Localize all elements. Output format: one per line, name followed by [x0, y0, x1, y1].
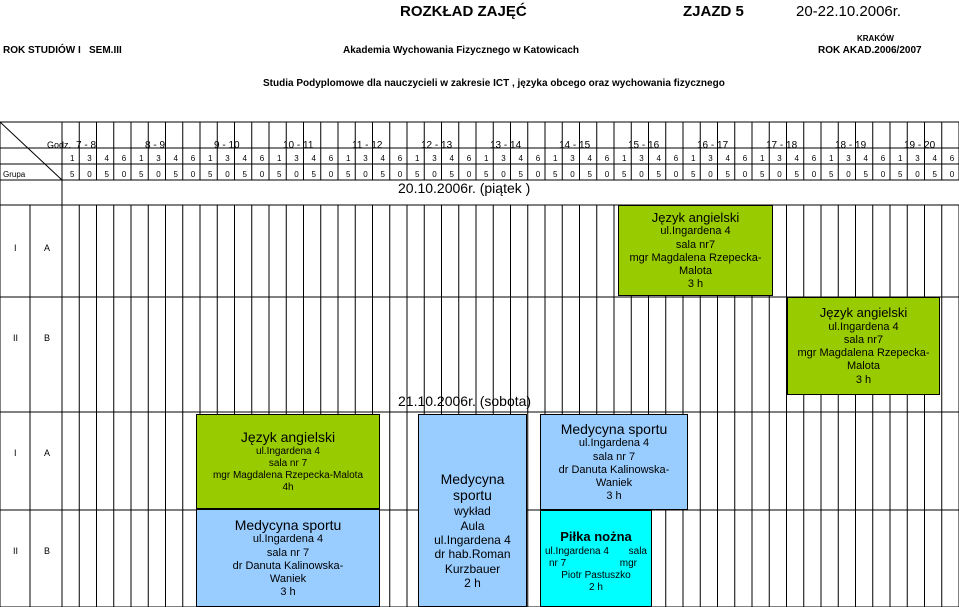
- class-block-medicine-sat-a[interactable]: [540, 414, 688, 510]
- quarter-end-label: 0: [294, 170, 299, 179]
- quarter-end-label: 0: [777, 170, 782, 179]
- quarter-start-label: 1: [208, 154, 213, 163]
- class-hours: 2 h: [589, 582, 603, 594]
- quarter-start-label: 6: [397, 154, 403, 163]
- hour-header: 18 - 19: [835, 140, 867, 151]
- class-subject: Język angielski: [240, 429, 336, 446]
- quarter-start-label: 1: [622, 154, 627, 163]
- class-subject: Medycyna: [440, 470, 505, 487]
- class-teacher: Waniek: [269, 572, 307, 585]
- quarter-end-label: 5: [104, 170, 109, 179]
- class-hours: 3 h: [687, 278, 704, 291]
- quarter-end-label: 0: [811, 170, 817, 179]
- class-subject: Język angielski: [651, 209, 740, 225]
- quarter-end-label: 5: [622, 170, 627, 179]
- quarter-start-label: 6: [949, 154, 955, 163]
- quarter-start-label: 3: [432, 154, 437, 163]
- quarter-start-label: 1: [691, 154, 696, 163]
- class-teacher: Kurzbauer: [444, 561, 501, 576]
- class-teacher: mgr Magdalena Rzepecka-Malota: [212, 469, 364, 481]
- quarter-start-label: 1: [346, 154, 351, 163]
- quarter-start-label: 3: [294, 154, 299, 163]
- class-block-football-sat-b[interactable]: [540, 510, 652, 607]
- class-block-medicine-lecture[interactable]: [418, 414, 527, 607]
- hour-header: 19 - 20: [904, 140, 936, 151]
- quarter-end-label: 5: [898, 170, 903, 179]
- quarter-start-label: 3: [777, 154, 782, 163]
- academic-year: ROK AKAD.2006/2007: [818, 45, 922, 56]
- quarter-end-label: 0: [259, 170, 265, 179]
- quarter-end-label: 5: [656, 170, 661, 179]
- quarter-end-label: 5: [242, 170, 247, 179]
- quarter-end-label: 0: [121, 170, 127, 179]
- quarter-end-label: 0: [501, 170, 506, 179]
- class-hours: 2 h: [464, 576, 481, 591]
- class-subject: Medycyna sportu: [560, 420, 668, 437]
- quarter-end-label: 0: [742, 170, 748, 179]
- quarter-start-label: 3: [501, 154, 506, 163]
- class-room: nr 7: [549, 558, 567, 570]
- quarter-end-label: 0: [397, 170, 403, 179]
- quarter-start-label: 6: [466, 154, 472, 163]
- quarter-end-label: 0: [880, 170, 886, 179]
- group-letter: B: [44, 546, 51, 556]
- group-letter: A: [44, 448, 51, 458]
- class-teacher: Piotr Pastuszko: [561, 570, 631, 582]
- quarter-start-label: 4: [518, 154, 523, 163]
- quarter-start-label: 3: [225, 154, 230, 163]
- quarter-start-label: 3: [570, 154, 575, 163]
- hour-header: 13 - 14: [490, 140, 522, 151]
- class-teacher: mgr Magdalena Rzepecka-: [629, 251, 762, 264]
- group-letter: A: [44, 243, 51, 253]
- quarter-start-label: 4: [449, 154, 454, 163]
- quarter-end-label: 0: [846, 170, 851, 179]
- class-teacher: Waniek: [595, 476, 633, 489]
- class-subject: Medycyna sportu: [234, 516, 342, 533]
- quarter-start-label: 4: [587, 154, 592, 163]
- hour-header: 14 - 15: [559, 140, 591, 151]
- quarter-start-label: 6: [259, 154, 265, 163]
- group-number: II: [13, 546, 19, 556]
- academy-name: Akademia Wychowania Fizycznego w Katowicach: [343, 45, 579, 56]
- quarter-start-label: 6: [121, 154, 127, 163]
- quarter-end-label: 5: [863, 170, 868, 179]
- class-room: sala nr 7: [266, 546, 310, 559]
- quarter-start-label: 6: [673, 154, 679, 163]
- quarter-start-label: 6: [604, 154, 610, 163]
- quarter-end-label: 0: [639, 170, 644, 179]
- quarter-start-label: 3: [708, 154, 713, 163]
- quarter-start-label: 6: [880, 154, 886, 163]
- quarter-end-label: 5: [449, 170, 454, 179]
- quarter-start-label: 4: [104, 154, 109, 163]
- class-room: Aula: [460, 518, 485, 533]
- quarter-end-label: 5: [587, 170, 592, 179]
- quarter-end-label: 5: [518, 170, 523, 179]
- class-teacher: Malota: [846, 360, 881, 373]
- day-label-saturday: 21.10.2006r. (sobota): [398, 393, 532, 409]
- quarter-start-label: 3: [846, 154, 851, 163]
- quarter-start-label: 4: [380, 154, 385, 163]
- quarter-end-label: 5: [70, 170, 75, 179]
- hour-header: 7 - 8: [76, 140, 97, 151]
- quarter-end-label: 0: [225, 170, 230, 179]
- class-block-english-fri-a[interactable]: [618, 205, 773, 296]
- quarter-start-label: 4: [656, 154, 661, 163]
- quarter-end-label: 5: [760, 170, 765, 179]
- quarter-end-label: 5: [208, 170, 213, 179]
- quarter-end-label: 0: [604, 170, 610, 179]
- quarter-end-label: 5: [725, 170, 730, 179]
- group-number: II: [13, 333, 19, 343]
- quarter-end-label: 0: [535, 170, 541, 179]
- hour-header: 12 - 13: [421, 140, 453, 151]
- class-address: ul.Ingardena 4: [828, 320, 899, 333]
- quarter-start-label: 3: [639, 154, 644, 163]
- class-teacher: Malota: [678, 264, 713, 277]
- group-letter: B: [44, 333, 51, 343]
- class-hours: 3 h: [855, 373, 872, 386]
- quarter-start-label: 3: [363, 154, 368, 163]
- class-type: wykład: [454, 504, 491, 519]
- program-name: Studia Podyplomowe dla nauczycieli w zakresie ICT , języka obcego oraz wychowania fizycznego: [263, 78, 725, 89]
- quarter-start-label: 3: [915, 154, 920, 163]
- class-address: ul.Ingardena 4: [252, 533, 324, 546]
- class-block-medicine-sat-b[interactable]: [196, 509, 380, 607]
- rok-studiow: ROK STUDIÓW I: [3, 45, 81, 56]
- group-number: I: [14, 448, 17, 458]
- class-room: sala nr 7: [592, 450, 636, 463]
- grupa-label: Grupa: [3, 170, 26, 179]
- quarter-end-label: 0: [432, 170, 437, 179]
- class-hours: 3 h: [606, 490, 622, 503]
- quarter-end-label: 0: [570, 170, 575, 179]
- quarter-start-label: 1: [898, 154, 903, 163]
- class-address: ul.Ingardena 4: [660, 225, 731, 238]
- quarter-end-label: 5: [553, 170, 558, 179]
- quarter-end-label: 0: [673, 170, 679, 179]
- quarter-end-label: 5: [794, 170, 799, 179]
- quarter-end-label: 5: [415, 170, 420, 179]
- quarter-end-label: 5: [346, 170, 351, 179]
- quarter-end-label: 5: [173, 170, 178, 179]
- quarter-start-label: 1: [484, 154, 489, 163]
- quarter-end-label: 5: [311, 170, 316, 179]
- hour-header: 10 - 11: [283, 140, 314, 151]
- godz-label: Godz.: [47, 140, 72, 150]
- hour-header: 9 - 10: [214, 140, 240, 151]
- quarter-start-label: 1: [553, 154, 558, 163]
- quarter-start-label: 6: [535, 154, 541, 163]
- quarter-end-label: 5: [691, 170, 696, 179]
- class-teacher: dr Danuta Kalinowska-: [558, 463, 670, 476]
- quarter-start-label: 4: [242, 154, 247, 163]
- hour-header: 15 - 16: [628, 140, 660, 151]
- quarter-start-label: 1: [829, 154, 834, 163]
- quarter-start-label: 6: [811, 154, 817, 163]
- class-address: ul.Ingardena 4: [545, 546, 609, 558]
- quarter-start-label: 1: [139, 154, 144, 163]
- zjazd-dates: 20-22.10.2006r.: [796, 3, 902, 20]
- quarter-end-label: 5: [139, 170, 144, 179]
- page-title: ROZKŁAD ZAJĘĆ: [400, 3, 527, 20]
- quarter-end-label: 5: [829, 170, 834, 179]
- quarter-end-label: 0: [328, 170, 334, 179]
- class-room: sala: [628, 546, 647, 558]
- quarter-start-label: 6: [190, 154, 196, 163]
- quarter-end-label: 0: [156, 170, 161, 179]
- quarter-start-label: 4: [932, 154, 937, 163]
- class-address: ul.Ingardena 4: [256, 445, 320, 457]
- quarter-start-label: 4: [311, 154, 316, 163]
- quarter-end-label: 5: [380, 170, 385, 179]
- quarter-start-label: 3: [156, 154, 161, 163]
- class-block-english-sat-a[interactable]: [196, 414, 380, 509]
- quarter-start-label: 4: [794, 154, 799, 163]
- hour-header: 16 - 17: [697, 140, 729, 151]
- class-room: sala nr7: [843, 334, 884, 347]
- quarter-start-label: 1: [70, 154, 75, 163]
- quarter-end-label: 0: [87, 170, 92, 179]
- class-teacher: mgr Magdalena Rzepecka-: [797, 347, 930, 360]
- quarter-end-label: 0: [466, 170, 472, 179]
- hour-header: 17 - 18: [766, 140, 798, 151]
- class-subject: Piłka nożna: [560, 528, 632, 544]
- hour-header: 11 - 12: [352, 140, 383, 151]
- class-subject: sportu: [453, 487, 492, 504]
- class-teacher: dr hab.Roman: [434, 547, 511, 562]
- day-label-friday: 20.10.2006r. (piątek ): [398, 180, 531, 196]
- semester: SEM.III: [89, 45, 122, 56]
- class-room: sala nr 7: [268, 457, 308, 469]
- quarter-end-label: 5: [484, 170, 489, 179]
- quarter-start-label: 3: [87, 154, 92, 163]
- quarter-start-label: 1: [277, 154, 282, 163]
- city-label: KRAKÓW: [857, 34, 894, 43]
- class-address: ul.Ingardena 4: [434, 532, 511, 547]
- zjazd-label: ZJAZD 5: [683, 3, 744, 20]
- hour-header: 8 - 9: [145, 140, 166, 151]
- class-hours: 3 h: [280, 586, 296, 599]
- quarter-start-label: 4: [725, 154, 730, 163]
- class-hours: 4h: [282, 481, 294, 493]
- quarter-end-label: 0: [949, 170, 955, 179]
- quarter-start-label: 4: [173, 154, 178, 163]
- quarter-end-label: 0: [915, 170, 920, 179]
- quarter-start-label: 4: [863, 154, 868, 163]
- class-block-english-fri-b[interactable]: [787, 297, 940, 395]
- class-address: ul.Ingardena 4: [578, 437, 650, 450]
- group-number: I: [14, 243, 17, 253]
- quarter-start-label: 6: [742, 154, 748, 163]
- quarter-end-label: 0: [190, 170, 196, 179]
- quarter-end-label: 0: [708, 170, 713, 179]
- class-room: sala nr7: [675, 238, 716, 251]
- class-teacher: dr Danuta Kalinowska-: [232, 559, 344, 572]
- quarter-start-label: 1: [415, 154, 420, 163]
- quarter-end-label: 5: [277, 170, 282, 179]
- class-teacher-title: mgr: [619, 558, 637, 570]
- quarter-end-label: 5: [932, 170, 937, 179]
- quarter-start-label: 1: [760, 154, 765, 163]
- quarter-end-label: 0: [363, 170, 368, 179]
- quarter-start-label: 6: [328, 154, 334, 163]
- class-subject: Język angielski: [819, 305, 908, 321]
